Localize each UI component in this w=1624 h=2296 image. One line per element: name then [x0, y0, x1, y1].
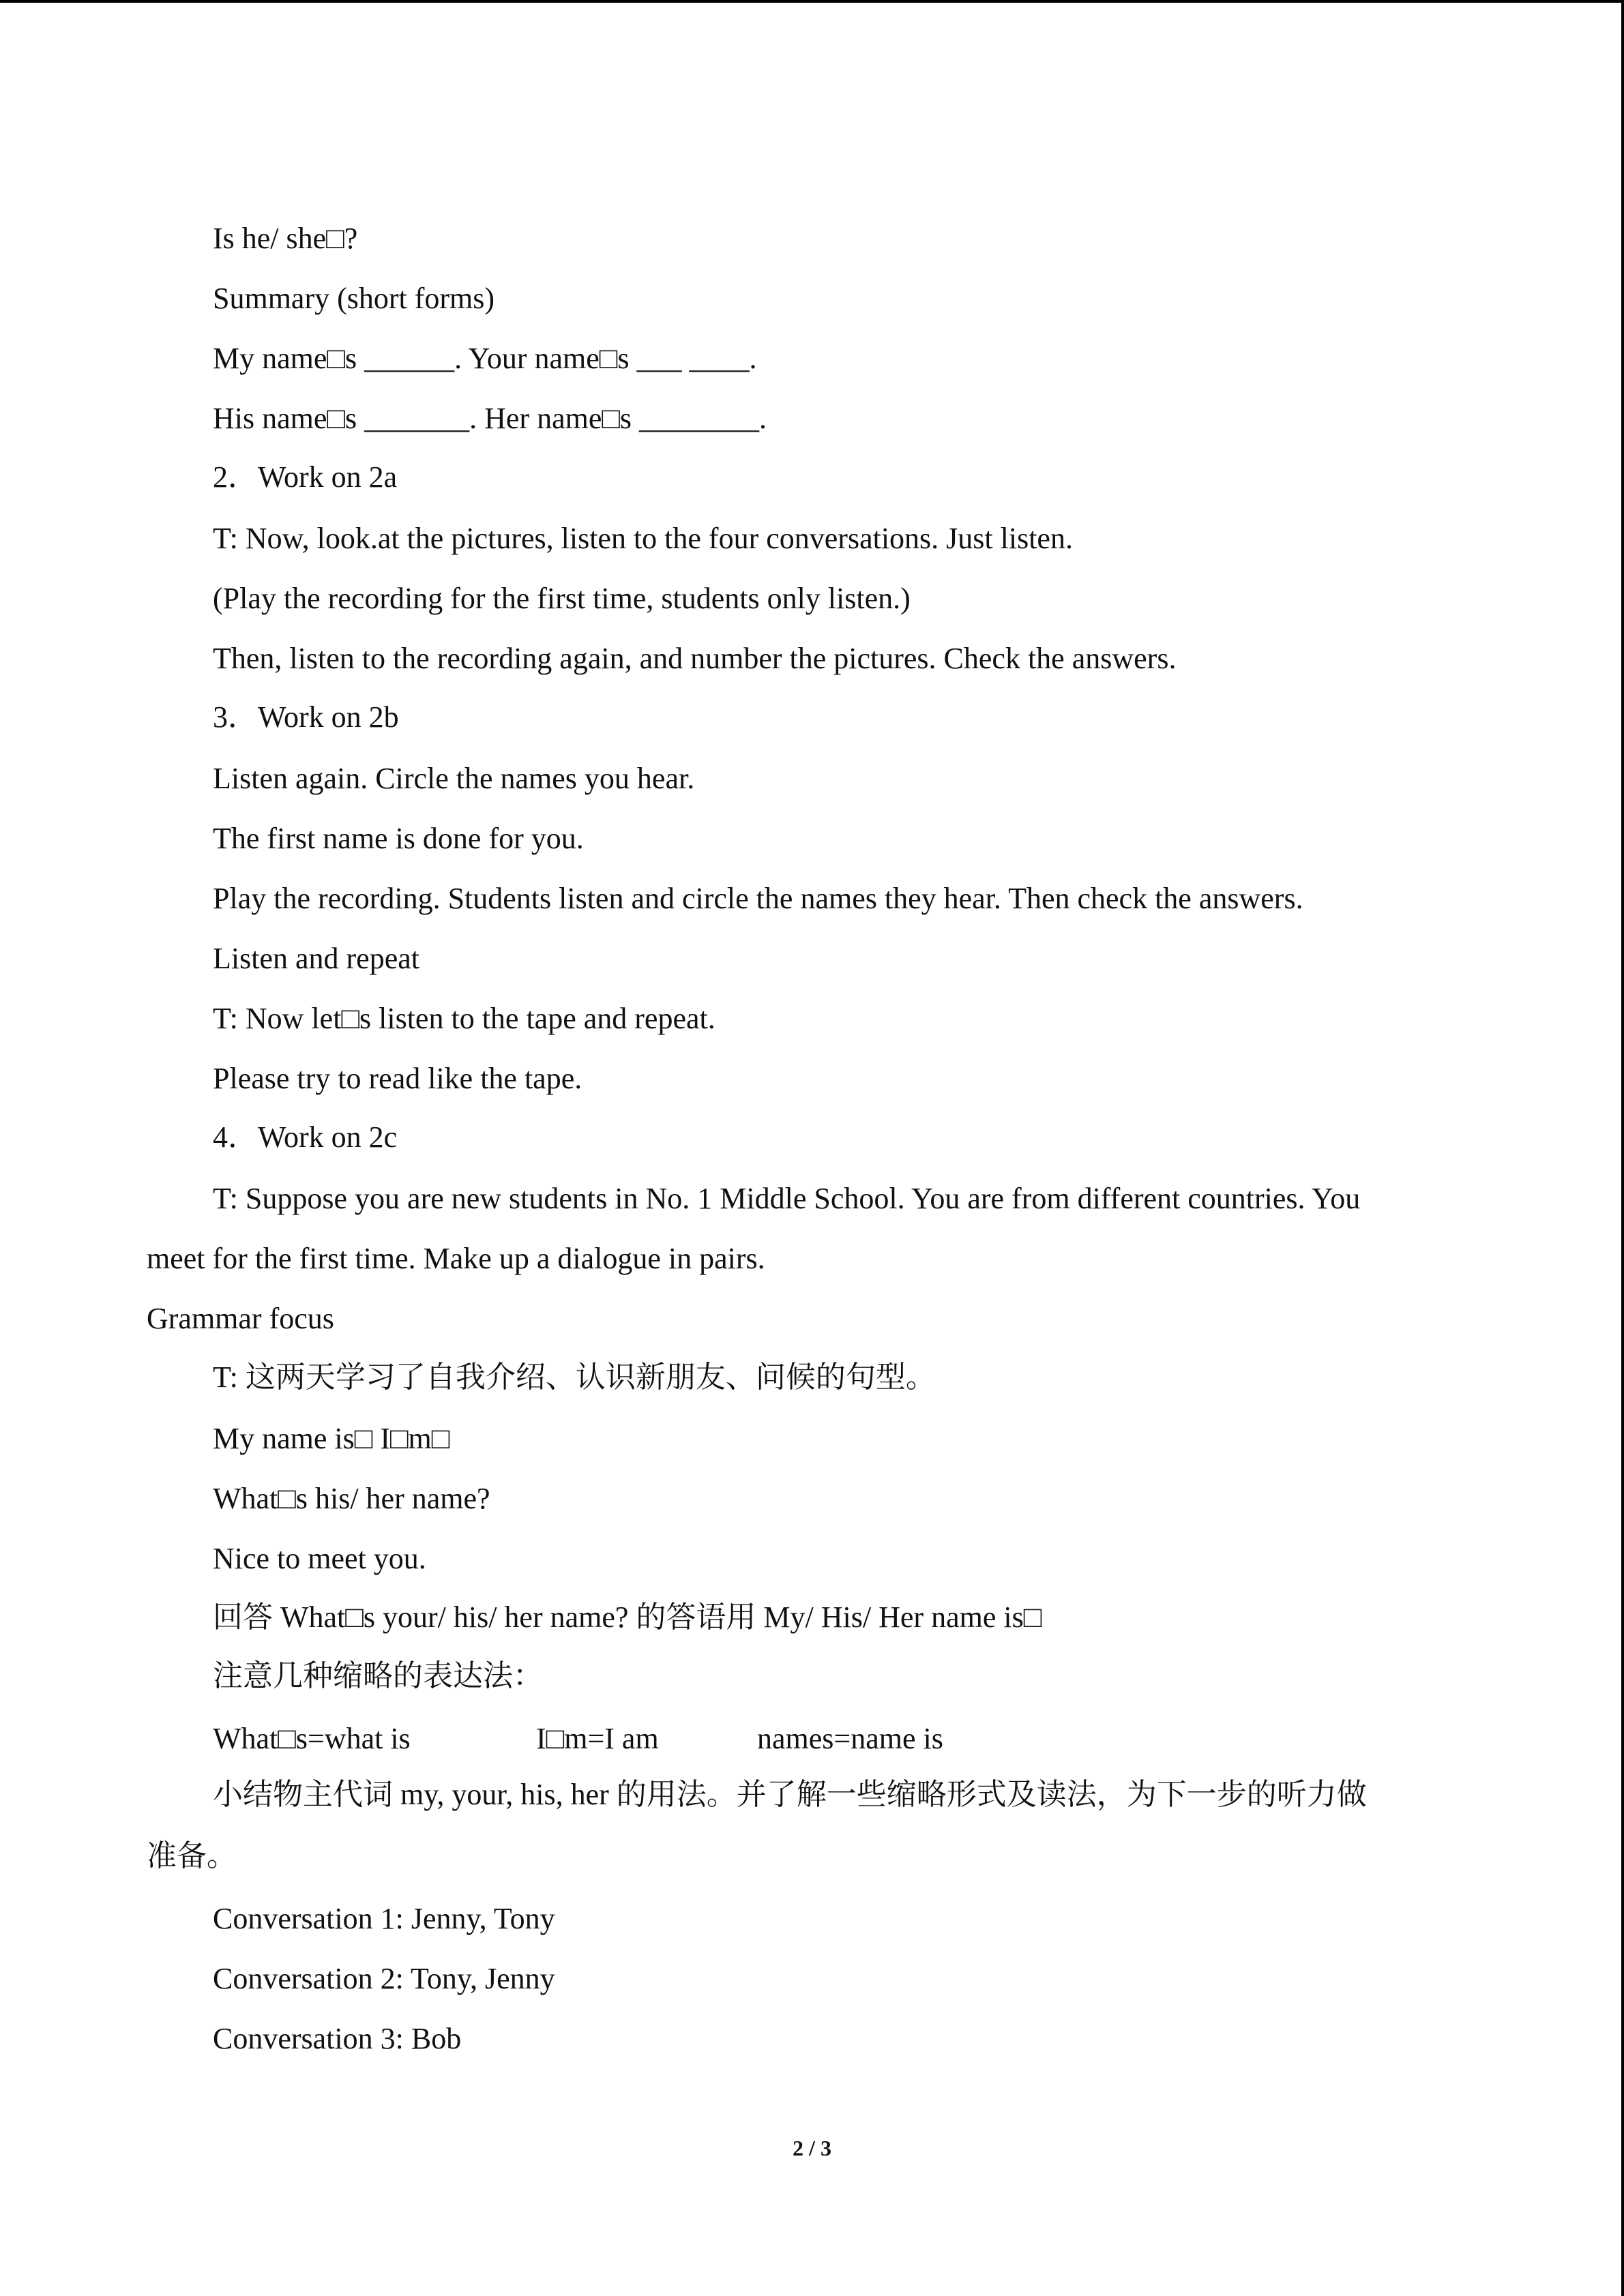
page-top-border [0, 0, 1624, 3]
text-line: Play the recording. Students listen and circle the names they hear. Then check the answers. [213, 882, 1303, 915]
short-form: names=name is [757, 1722, 943, 1755]
text-line: 小结物主代词 my, your, his, her 的用法。并了解一些缩略形式及读法，为下一步的听力做 [213, 1778, 1367, 1811]
short-form: What□s=what is [213, 1722, 411, 1755]
text-line: T: Suppose you are new students in No. 1 Middle School. You are from different countries. You [213, 1182, 1361, 1215]
text-line: My name□s ______. Your name□s ___ ____. [213, 342, 757, 375]
text-line: Then, listen to the recording again, and number the pictures. Check the answers. [213, 642, 1177, 675]
text-line: T: Now let□s listen to the tape and repeat. [213, 1002, 715, 1035]
text-line: What□s his/ her name? [213, 1482, 490, 1515]
text-line: Conversation 3: Bob [213, 2022, 462, 2055]
text-line: meet for the first time. Make up a dialogue in pairs. [147, 1242, 765, 1275]
section-heading: Grammar focus [147, 1302, 334, 1335]
short-form: I□m=I am [536, 1722, 659, 1755]
text-line: His name□s _______. Her name□s ________. [213, 402, 767, 435]
section-heading: 4．Work on 2c [213, 1120, 398, 1154]
text-line: Please try to read like the tape. [213, 1062, 582, 1095]
text-line: 回答 What□s your/ his/ her name? 的答语用 My/ His/ Her name is□ [213, 1600, 1042, 1634]
text-line: Summary (short forms) [213, 282, 495, 315]
text-line: The first name is done for you. [213, 822, 584, 855]
text-line: Listen and repeat [213, 942, 419, 975]
page-right-border [1621, 0, 1624, 2296]
text-line: Is he/ she□? [213, 222, 358, 255]
text-line: 准备。 [147, 1839, 237, 1873]
text-line: Conversation 1: Jenny, Tony [213, 1902, 555, 1935]
page-number: 2 / 3 [793, 2136, 831, 2160]
text-line: 注意几种缩略的表达法： [213, 1659, 543, 1693]
text-line: My name is□ I□m□ [213, 1422, 450, 1455]
short-forms-row [213, 1720, 943, 1758]
text-line: Conversation 2: Tony, Jenny [213, 1962, 555, 1995]
section-heading: 2．Work on 2a [213, 460, 398, 494]
text-line: Nice to meet you. [213, 1542, 426, 1575]
text-line: T: 这两天学习了自我介绍、认识新朋友、问候的句型。 [213, 1360, 936, 1394]
text-line: (Play the recording for the first time, students only listen.) [213, 582, 911, 615]
text-line: T: Now, look.at the pictures, listen to the four conversations. Just listen. [213, 522, 1073, 555]
section-heading: 3．Work on 2b [213, 700, 399, 734]
text-line: Listen again. Circle the names you hear. [213, 762, 695, 795]
